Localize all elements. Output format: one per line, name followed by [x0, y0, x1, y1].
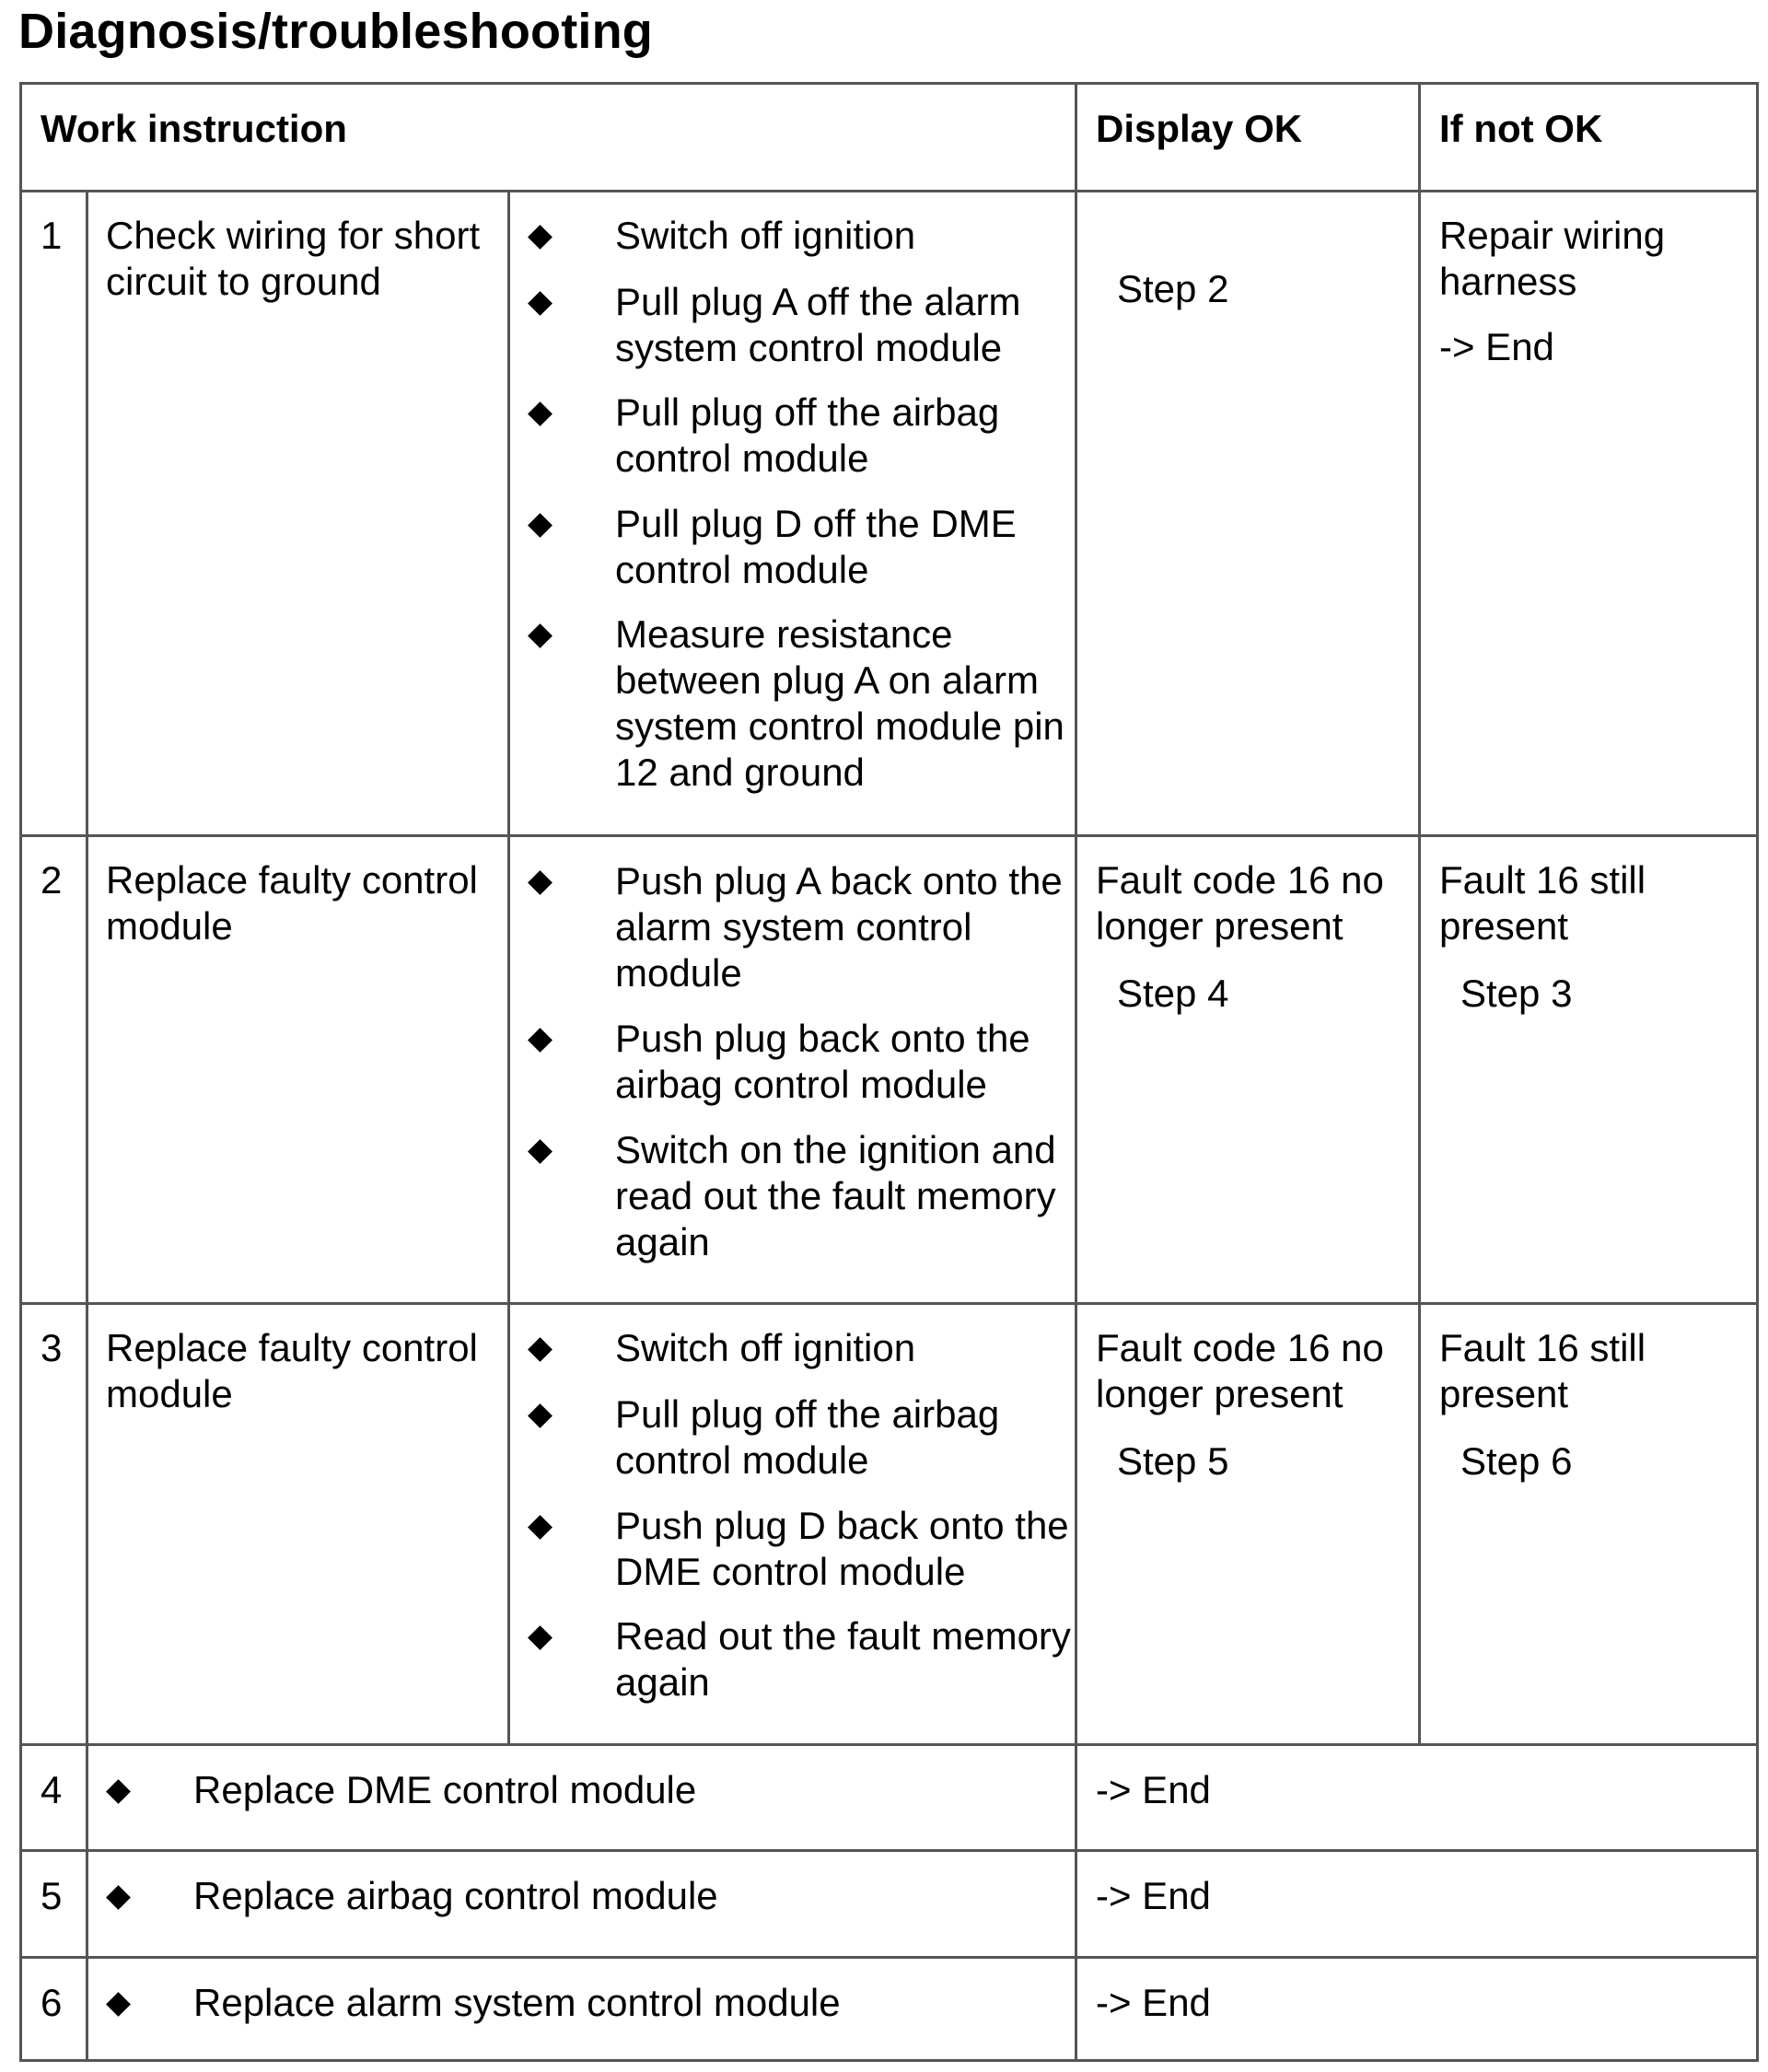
display-ok-text: longer present	[1096, 1372, 1343, 1415]
step-number: 3	[41, 1326, 63, 1369]
step-task: Check wiring for short	[106, 214, 481, 257]
display-ok-step: Step 5	[1117, 1439, 1229, 1483]
step-action: Read out the fault memory	[615, 1614, 1071, 1658]
step-action: airbag control module	[615, 1063, 987, 1106]
step-result: -> End	[1096, 1768, 1211, 1811]
step-number: 5	[41, 1874, 63, 1917]
step-action: Measure resistance	[615, 612, 953, 656]
step-action: alarm system control	[615, 905, 972, 949]
step-action: system control module pin	[615, 704, 1064, 748]
step-task: circuit to ground	[106, 260, 381, 303]
step-action: between plug A on alarm	[615, 658, 1039, 702]
not-ok-text: present	[1439, 1372, 1569, 1415]
step-task: Replace faulty control	[106, 858, 478, 902]
not-ok-text: Fault 16 still	[1439, 858, 1646, 902]
display-ok-text: longer present	[1096, 904, 1343, 948]
step-number: 2	[41, 858, 63, 902]
display-ok-step: Step 2	[1117, 267, 1229, 310]
column-divider	[507, 190, 510, 1743]
step-action: Pull plug D off the DME	[615, 502, 1017, 545]
step-action: control module	[615, 437, 869, 480]
step-action: Pull plug A off the alarm	[615, 280, 1021, 323]
step-task: Replace faulty control	[106, 1326, 478, 1369]
not-ok-text: harness	[1439, 260, 1577, 303]
page-title: Diagnosis/troubleshooting	[18, 4, 653, 59]
display-ok-text: Fault code 16 no	[1096, 1326, 1384, 1369]
step-number: 4	[41, 1768, 63, 1811]
step-task: module	[106, 1372, 233, 1415]
not-ok-text: Fault 16 still	[1439, 1326, 1646, 1369]
step-action: system control module	[615, 326, 1003, 369]
display-ok-text: Fault code 16 no	[1096, 858, 1384, 902]
not-ok-text: Repair wiring	[1439, 214, 1666, 257]
step-number: 1	[41, 214, 63, 257]
step-number: 6	[41, 1981, 63, 2024]
step-action: Switch off ignition	[615, 1326, 916, 1369]
step-action: control module	[615, 548, 869, 591]
header-if-not-ok: If not OK	[1439, 107, 1603, 150]
step-action: read out the fault memory	[615, 1174, 1056, 1217]
step-action: again	[615, 1220, 710, 1263]
display-ok-step: Step 4	[1117, 972, 1229, 1015]
not-ok-step: Step 3	[1460, 972, 1573, 1015]
step-action: Push plug A back onto the	[615, 859, 1063, 902]
row-divider	[19, 834, 1759, 837]
step-action: control module	[615, 1438, 869, 1482]
column-divider	[1075, 82, 1077, 2062]
step-action: DME control module	[615, 1550, 966, 1593]
step-result: -> End	[1096, 1981, 1211, 2024]
step-action: Switch on the ignition and	[615, 1128, 1056, 1171]
step-action: Switch off ignition	[615, 214, 916, 257]
row-divider	[19, 1743, 1759, 1746]
row-divider	[19, 1849, 1759, 1852]
step-action: 12 and ground	[615, 751, 865, 794]
row-divider	[19, 190, 1759, 192]
row-divider	[19, 1302, 1759, 1305]
step-action: Replace airbag control module	[193, 1874, 718, 1917]
step-action: Replace alarm system control module	[193, 1981, 841, 2024]
column-divider	[1418, 82, 1421, 1743]
step-action: module	[615, 951, 742, 995]
step-result: -> End	[1096, 1874, 1211, 1917]
row-divider	[19, 1956, 1759, 1959]
column-divider	[86, 190, 88, 2062]
not-ok-step: -> End	[1439, 325, 1554, 368]
step-action: Push plug back onto the	[615, 1017, 1030, 1060]
step-action: Pull plug off the airbag	[615, 1392, 1000, 1436]
step-action: Pull plug off the airbag	[615, 390, 1000, 434]
header-work-instruction: Work instruction	[41, 107, 347, 150]
step-action: Push plug D back onto the	[615, 1504, 1069, 1547]
step-action: Replace DME control module	[193, 1768, 697, 1811]
not-ok-text: present	[1439, 904, 1569, 948]
header-display-ok: Display OK	[1096, 107, 1303, 150]
step-task: module	[106, 904, 233, 948]
step-action: again	[615, 1660, 710, 1704]
not-ok-step: Step 6	[1460, 1439, 1573, 1483]
